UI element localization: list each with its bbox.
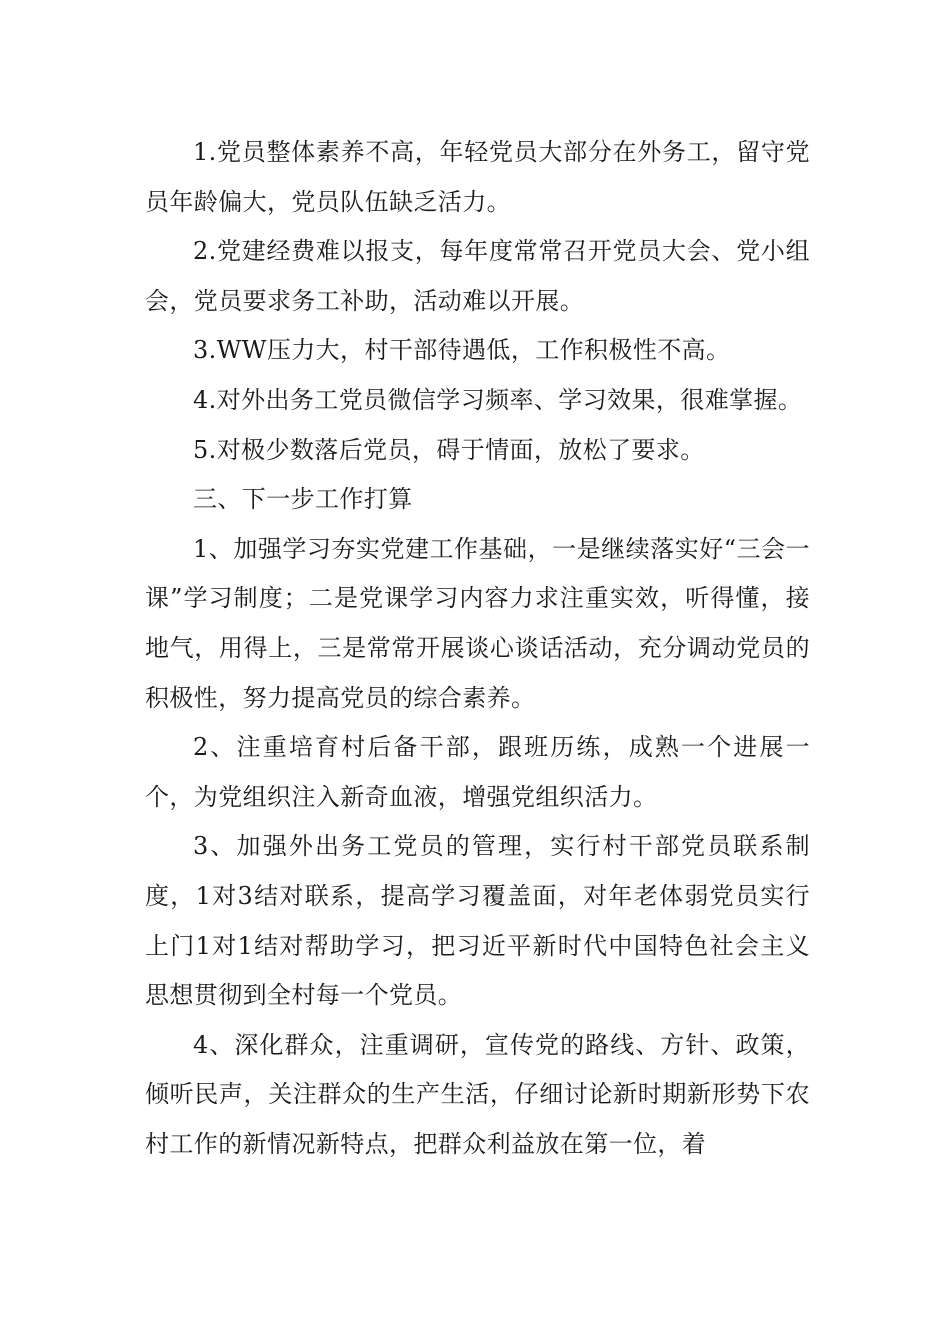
- paragraph-plan-4: 4、深化群众，注重调研，宣传党的路线、方针、政策，倾听民声，关注群众的生产生活，仔细讨论新时期新形势下农村工作的新情况新特点，把群众利益放在第一位，着: [145, 1030, 810, 1158]
- paragraph-issue-3: 3.WW压力大，村干部待遇低，工作积极性不高。: [193, 336, 731, 365]
- paragraph-plan-1: 1、加强学习夯实党建工作基础，一是继续落实好“三会一课”学习制度；二是党课学习内容力求注重实效，听得懂，接地气，用得上，三是常常开展谈心谈话活动，充分调动党员的积极性，努力提高党员的综合素养。: [145, 534, 810, 712]
- paragraph-issue-2: 2.党建经费难以报支，每年度常常召开党员大会、党小组会，党员要求务工补助，活动难以开展。: [145, 237, 810, 315]
- paragraph-plan-2: 2、注重培育村后备干部，跟班历练，成熟一个进展一个，为党组织注入新奇血液，增强党组织活力。: [145, 733, 810, 811]
- paragraph-issue-4: 4.对外出务工党员微信学习频率、学习效果，很难掌握。: [193, 385, 803, 414]
- paragraph-plan-3: 3、加强外出务工党员的管理，实行村干部党员联系制度，1对3结对联系，提高学习覆盖面，对年老体弱党员实行上门1对1结对帮助学习，把习近平新时代中国特色社会主义思想贯彻到全村每一个党员。: [145, 832, 810, 1010]
- paragraph-issue-1: 1.党员整体素养不高，年轻党员大部分在外务工，留守党员年龄偏大，党员队伍缺乏活力。: [145, 138, 810, 216]
- paragraph-issue-5: 5.对极少数落后党员，碍于情面，放松了要求。: [193, 435, 705, 464]
- section-heading-next-steps: 三、下一步工作打算: [193, 485, 413, 514]
- document-body: [145, 128, 810, 1169]
